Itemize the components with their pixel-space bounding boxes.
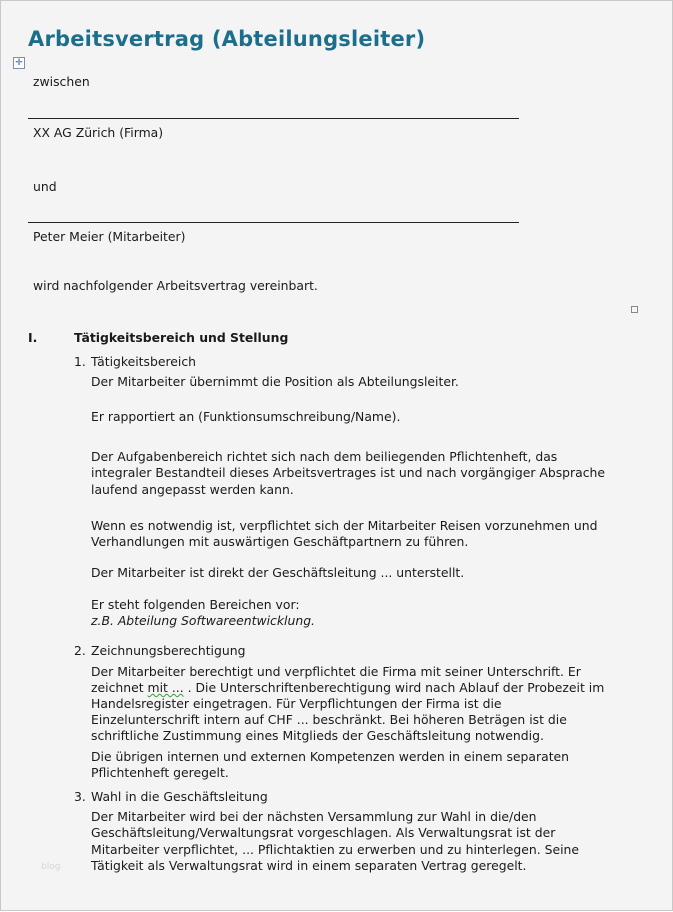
paragraph-mark-icon [631,306,638,313]
paragraph-line: Geschäftsleitung/Verwaltungsrat vorgeschlagen. Als Verwaltungsrat ist der [91,825,556,840]
item-heading: Tätigkeitsbereich [91,354,197,369]
paragraph-line: integraler Bestandteil dieses Arbeitsvertrages ist und nach vorgängiger Absprache [91,465,605,480]
signature-line [28,118,519,119]
watermark: blog [41,862,61,872]
table-move-handle-icon[interactable]: ✛ [13,57,25,69]
company-name: XX AG Zürich (Firma) [33,125,164,140]
paragraph-line: schriftliche Zustimmung eines Mitglieds der Geschäftsleitung notwendig. [91,728,544,743]
spellcheck-text: mit ... [147,680,184,695]
paragraph-line: Die übrigen internen und externen Kompetenzen werden in einem separaten [91,749,570,764]
paragraph-line: Pflichtenheft geregelt. [91,765,229,780]
paragraph-line: laufend angepasst werden kann. [91,482,294,497]
section-heading: Tätigkeitsbereich und Stellung [74,330,289,345]
paragraph-line: Mitarbeiter verpflichtet, ... Pflichtaktien zu erwerben und zu hinterlegen. Seine [91,842,580,857]
paragraph-line: Der Mitarbeiter ist direkt der Geschäftsleitung ... unterstellt. [91,565,465,580]
item-heading: Zeichnungsberechtigung [91,643,246,658]
item-number: 3. [74,789,86,804]
employee-name: Peter Meier (Mitarbeiter) [33,229,186,244]
text-span: zeichnet [91,680,148,695]
and-label: und [33,179,57,194]
agreement-text: wird nachfolgender Arbeitsvertrag vereinbart. [33,278,318,293]
item-number: 1. [74,354,86,369]
paragraph-line: Er steht folgenden Bereichen vor: [91,597,300,612]
paragraph-line: Der Mitarbeiter berechtigt und verpflichtet die Firma mit seiner Unterschrift. Er [91,664,581,679]
item-number: 2. [74,643,86,658]
document-title: Arbeitsvertrag (Abteilungsleiter) [28,27,426,51]
text-span: . Die Unterschriftenberechtigung wird nach Ablauf der Probezeit im [183,680,605,695]
paragraph-line [91,680,604,696]
between-label: zwischen [33,74,90,89]
paragraph-line: Tätigkeit als Verwaltungsrat wird in einem separaten Vertrag geregelt. [91,858,527,873]
paragraph-line: Wenn es notwendig ist, verpflichtet sich der Mitarbeiter Reisen vorzunehmen und [91,518,598,533]
signature-line [28,222,519,223]
paragraph-line: Der Mitarbeiter wird bei der nächsten Versammlung zur Wahl in die/den [91,809,537,824]
paragraph-line: Er rapportiert an (Funktionsumschreibung/Name). [91,409,401,424]
item-heading: Wahl in die Geschäftsleitung [91,789,268,804]
paragraph-line: z.B. Abteilung Softwareentwicklung. [91,613,315,628]
paragraph-line: Der Mitarbeiter übernimmt die Position als Abteilungsleiter. [91,374,459,389]
paragraph-line: Der Aufgabenbereich richtet sich nach dem beiliegenden Pflichtenheft, das [91,449,558,464]
paragraph-line: Einzelunterschrift intern auf CHF ... beschränkt. Bei höheren Beträgen ist die [91,712,567,727]
paragraph-line: Handelsregister eingetragen. Für Verpflichtungen der Firma ist die [91,696,502,711]
paragraph-line: Verhandlungen mit auswärtigen Geschäftpartnern zu führen. [91,534,469,549]
section-numeral: I. [28,330,38,345]
